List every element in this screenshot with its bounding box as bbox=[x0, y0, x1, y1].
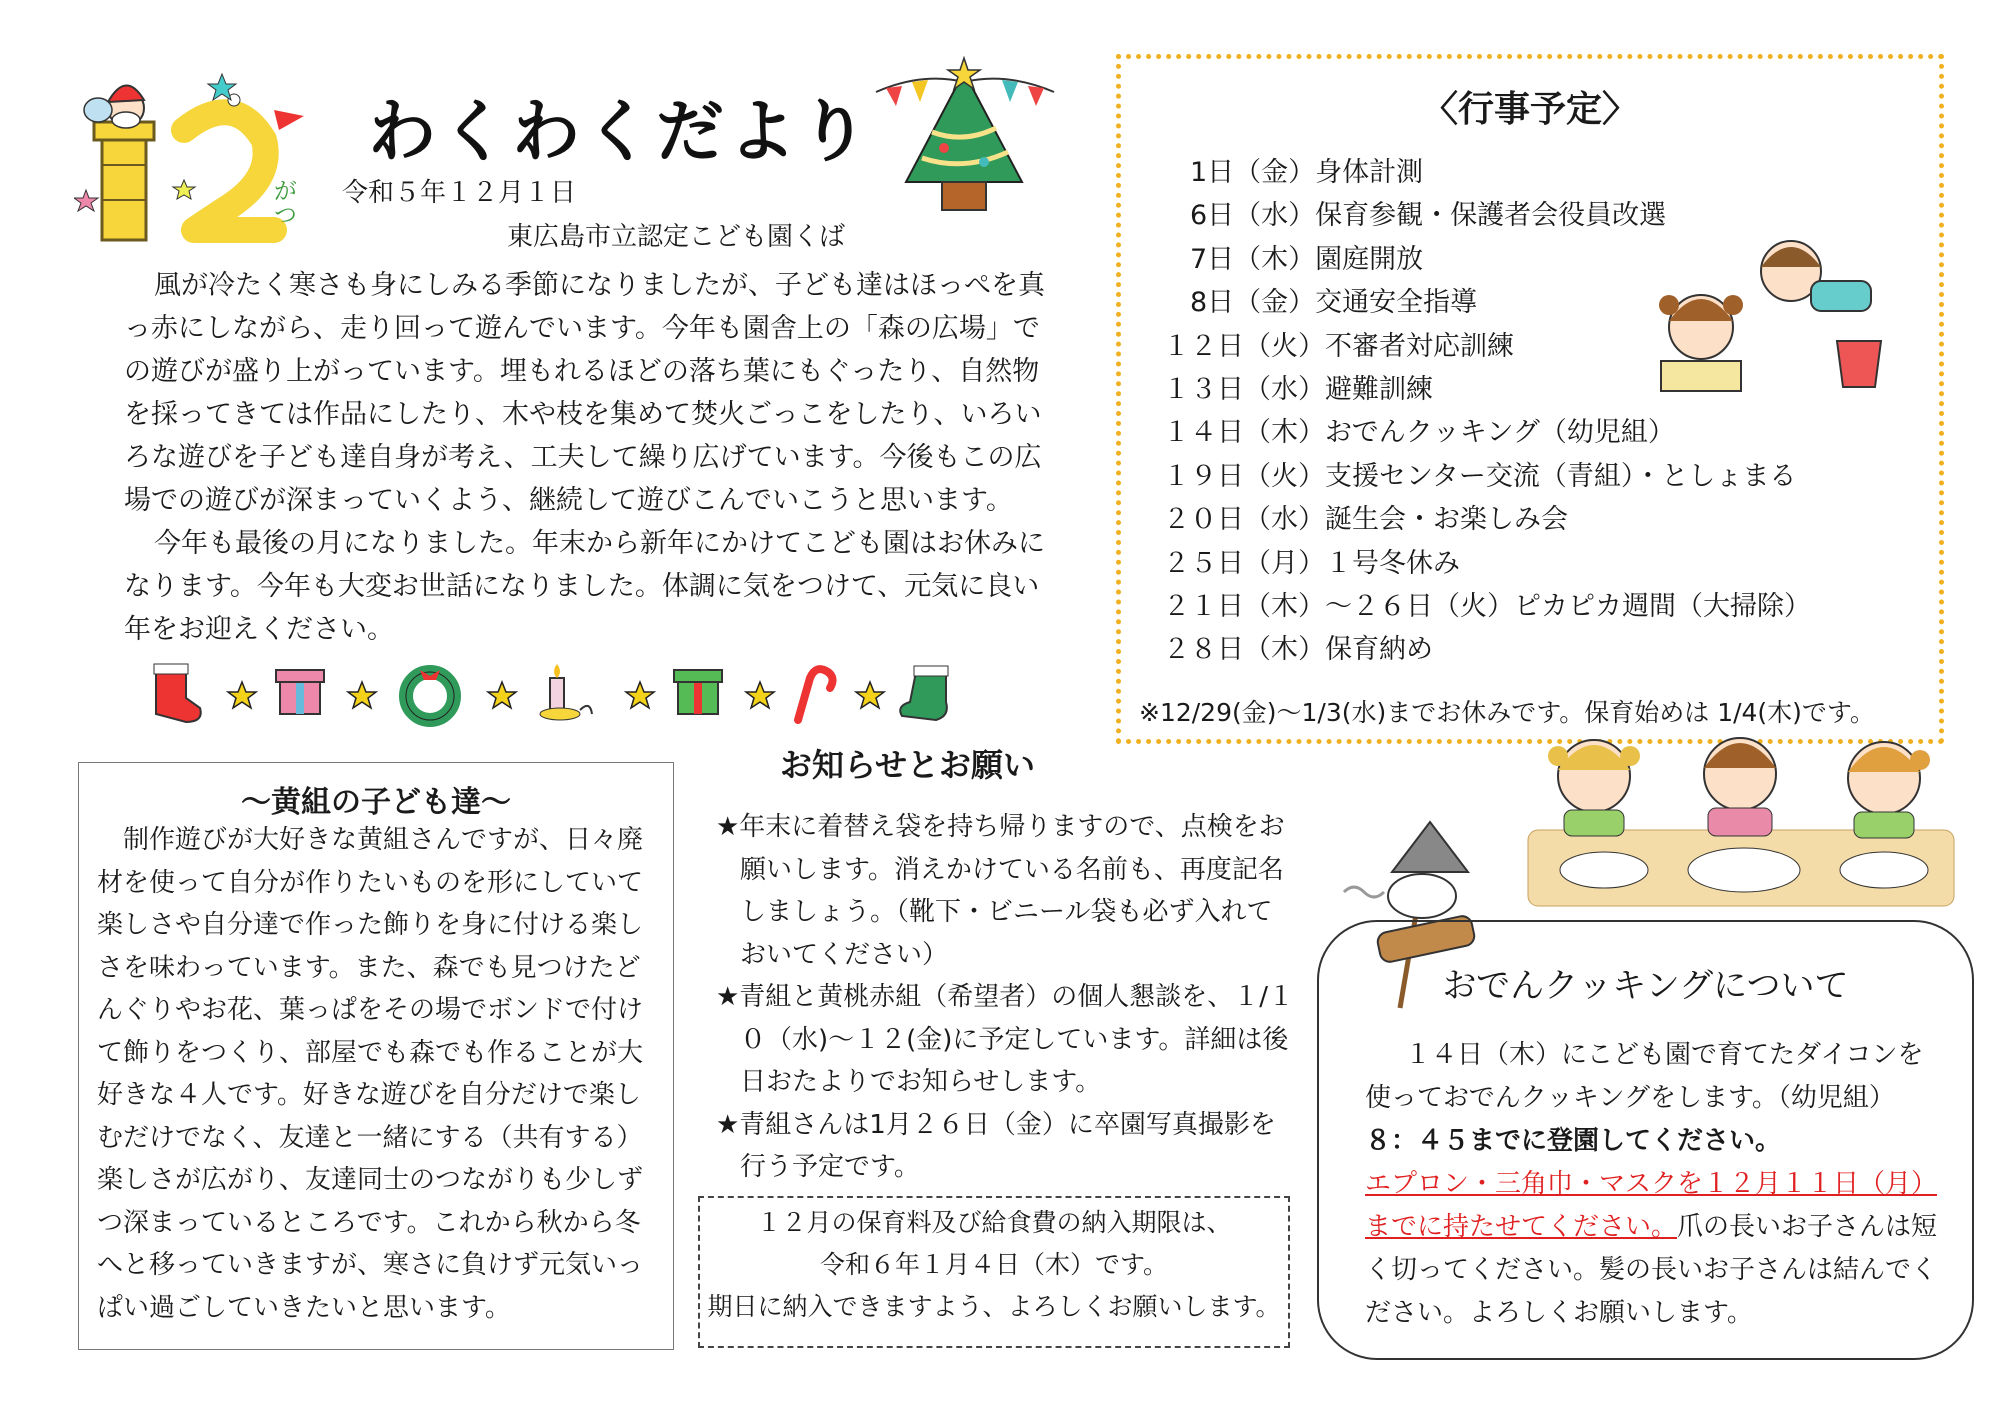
intro-text bbox=[124, 264, 1064, 651]
notice-item: ★青組と黄桃赤組（希望者）の個人懇談を、１/１０（水)～１２(金)に予定しています。詳細は後日おたよりでお知らせします。 bbox=[716, 982, 1295, 1097]
schedule-item: ２５日（月）１号冬休み bbox=[1163, 547, 1460, 579]
schedule-item: 8日（金）交通安全指導 bbox=[1163, 287, 1478, 319]
notices-list bbox=[716, 806, 1296, 1189]
oden-red-note: エプロン・三角巾・マスクを１２月１１日（月）までに持たせてください。 bbox=[1365, 1169, 1938, 1242]
schedule-item: ２１日（木）～２６日（火）ピカピカ週間（大掃除） bbox=[1163, 590, 1811, 622]
star-icon bbox=[856, 682, 884, 708]
schedule-title: 〈行事予定〉 bbox=[1421, 89, 1638, 130]
intro-paragraph: 風が冷たく寒さも身にしみる季節になりましたが、子ども達はほっぺを真っ赤にしながら、走り回って遊んでいます。今年も園舎上の「森の広場」での遊びが盛り上がっています。埋もれるほどの落ち葉にもぐったり、自然物を採ってきては作品にしたり、木や枝を集めて焚火ごっこをしたり、いろいろな遊びを子ども達自身が考え、工夫して繰り広げています。今後もこの広場での遊びが深まっていくよう、継続して遊びこんでいこうと思います。 bbox=[124, 270, 1045, 516]
stocking-icon bbox=[154, 664, 201, 722]
oden-cooking-box bbox=[1317, 920, 1974, 1360]
fee-line: １２月の保育料及び給食費の納入期限は、 bbox=[756, 1208, 1232, 1237]
schedule-item: １９日（火）支援センター交流（青組）・としょまる bbox=[1163, 460, 1797, 492]
notice-item: ★年末に着替え袋を持ち帰りますので、点検をお願いします。消えかけている名前も、再度記名しましょう。（靴下・ビニール袋も必ず入れておいてください） bbox=[716, 812, 1285, 970]
schedule-item: 7日（木）園庭開放 bbox=[1163, 243, 1424, 275]
gift-icon bbox=[674, 670, 722, 714]
candy-cane-icon bbox=[798, 669, 833, 720]
schedule-item: ２０日（水）誕生会・お楽しみ会 bbox=[1163, 504, 1568, 536]
candle-icon bbox=[540, 664, 592, 720]
schedule-list bbox=[1163, 151, 1811, 672]
issue-date: 令和５年１２月１日 bbox=[342, 178, 577, 208]
children-eating-illustration bbox=[1524, 730, 1958, 910]
wreath-icon bbox=[406, 670, 454, 720]
month-badge bbox=[74, 70, 304, 250]
oden-body bbox=[1365, 1034, 1945, 1335]
event-schedule bbox=[1116, 54, 1944, 744]
star-icon bbox=[746, 682, 774, 708]
christmas-tree-icon bbox=[872, 52, 1058, 212]
month-suffix: がつ bbox=[269, 178, 297, 226]
notices-title: お知らせとお願い bbox=[780, 746, 1036, 784]
holiday-note: ※12/29(金)～1/3(水)までお休みです。保育始めは 1/4(木)です。 bbox=[1139, 698, 1875, 727]
children-cleaning-illustration bbox=[1641, 231, 1891, 401]
decoration-row bbox=[150, 660, 970, 720]
school-name: 東広島市立認定こども園くば bbox=[507, 222, 846, 252]
fee-deadline-box bbox=[698, 1196, 1290, 1348]
notice-item: ★青組さんは1月２６日（金）に卒園写真撮影を行う予定です。 bbox=[716, 1109, 1276, 1182]
schedule-item: １４日（木）おでんクッキング（幼児組） bbox=[1163, 417, 1675, 449]
stocking-icon bbox=[900, 666, 948, 720]
oden-line: １４日（木）にこども園で育てたダイコンを使っておでんクッキングをします。（幼児組） bbox=[1365, 1040, 1924, 1113]
star-icon bbox=[228, 682, 256, 708]
fee-line: 令和６年１月４日（木）です。 bbox=[819, 1250, 1168, 1279]
fee-line: 期日に納入できますよう、よろしくお願いします。 bbox=[707, 1292, 1281, 1321]
oden-arrival-time: ８：４５までに登園してください。 bbox=[1365, 1126, 1782, 1156]
schedule-item: 6日（水）保育参観・保護者会役員改選 bbox=[1163, 200, 1667, 232]
oden-rest: 爪の長いお子さんは短く切ってください。髪の長いお子さんは結んでください。よろしくお願いします。 bbox=[1365, 1212, 1938, 1328]
schedule-item: 1日（金）身体計測 bbox=[1163, 157, 1424, 188]
gift-icon bbox=[276, 670, 324, 714]
schedule-item: １３日（水）避難訓練 bbox=[1163, 373, 1433, 405]
schedule-item: １２日（火）不審者対応訓練 bbox=[1163, 330, 1514, 362]
yellow-group-title: ～黄組の子ども達～ bbox=[241, 785, 511, 820]
star-icon bbox=[626, 682, 654, 708]
intro-paragraph: 今年も最後の月になりました。年末から新年にかけてこども園はお休みになります。今年も大変お世話になりました。体調に気をつけて、元気に良い年をお迎えください。 bbox=[124, 528, 1045, 645]
oden-title: おでんクッキングについて bbox=[1442, 966, 1849, 1006]
schedule-item: ２８日（木）保育納め bbox=[1163, 634, 1433, 666]
oden-items-note bbox=[1365, 1163, 1945, 1335]
yellow-group-body: 制作遊びが大好きな黄組さんですが、日々廃材を使って自分が作りたいものを形にしていて楽しさや自分達で作った飾りを身に付ける楽しさを味わっています。また、森でも見つけたどんぐりやお花、葉っぱをその場でボンドで付けて飾りをつくり、部屋でも森でも作ることが大好きな４人です。好きな遊びを自分だけで楽しむだけでなく、友達と一緒にする（共有する）楽しさが広がり、友達同士のつながりも少しずつ深まっているところです。これから秋から冬へと移っていきますが、寒さに負けず元気いっぱい過ごしていきたいと思います。 bbox=[97, 825, 644, 1323]
newsletter-title: わくわくだより bbox=[368, 93, 873, 172]
month-number bbox=[74, 70, 75, 71]
star-icon bbox=[348, 682, 376, 708]
star-icon bbox=[488, 682, 516, 708]
yellow-group-report bbox=[78, 762, 674, 1350]
